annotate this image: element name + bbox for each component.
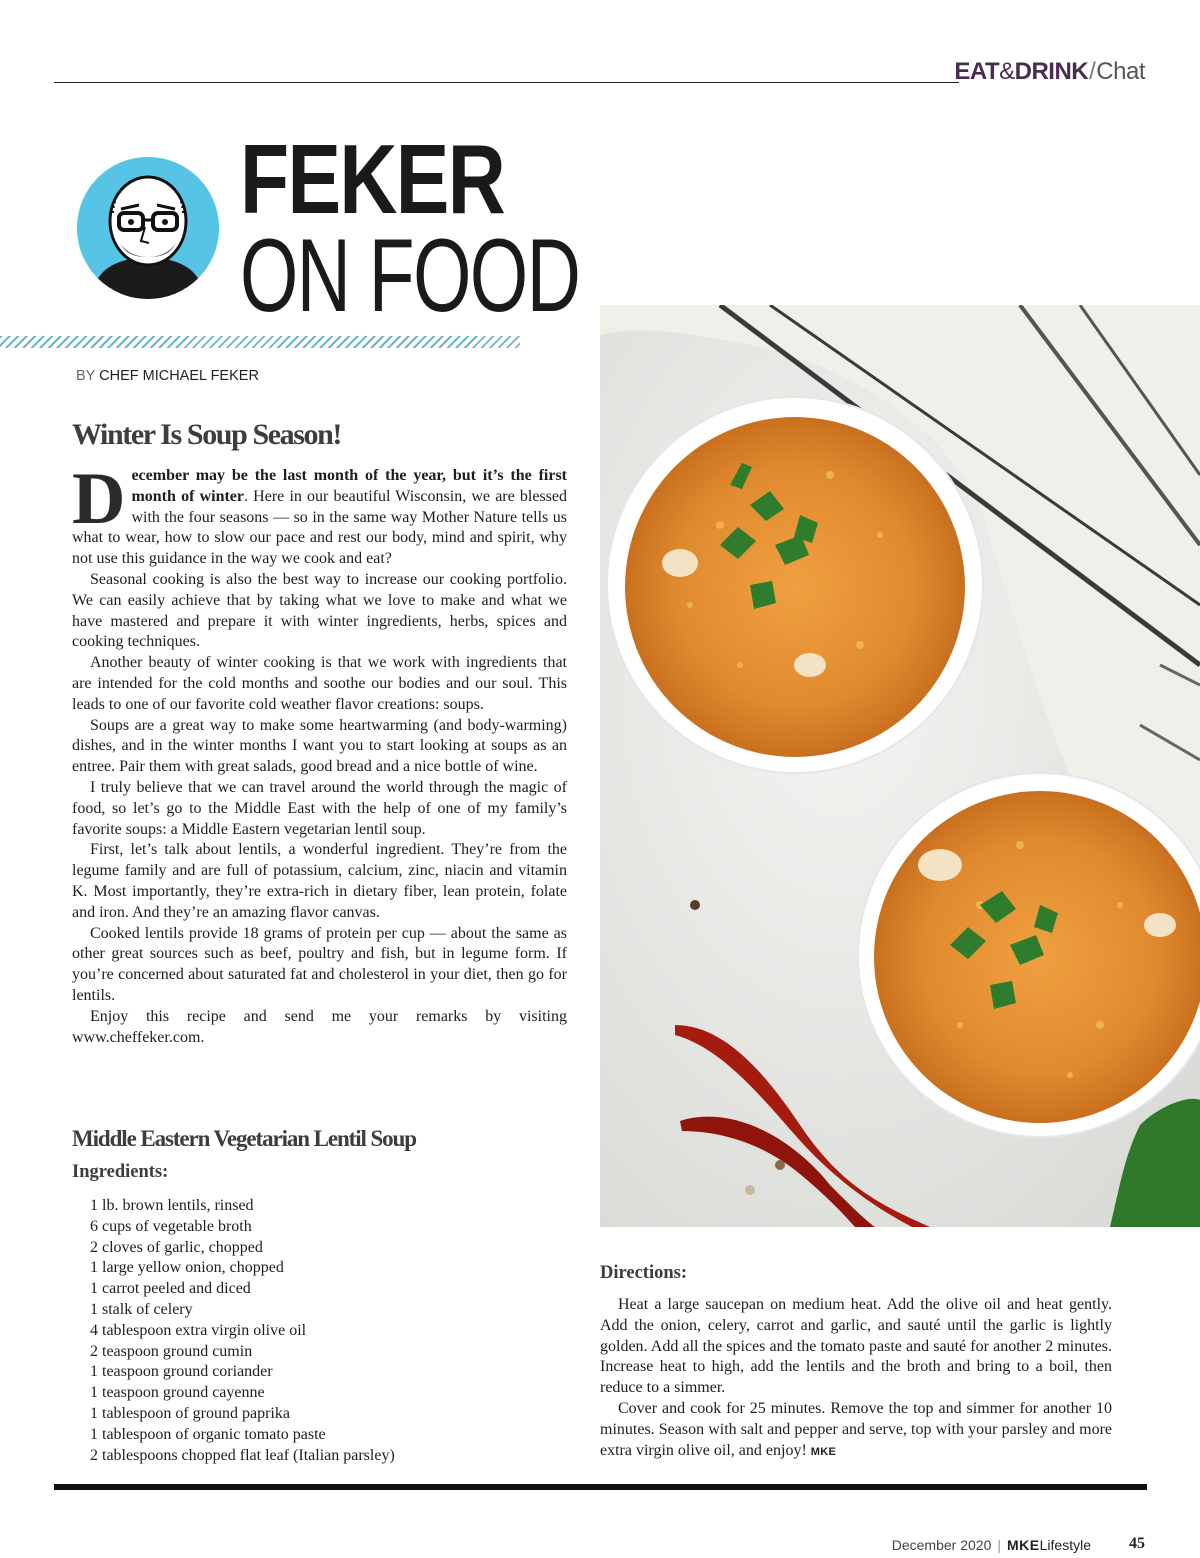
article-lead-paragraph: [72, 458, 567, 570]
article-paragraph: Seasonal cooking is also the best way to increase our cooking portfolio. We can easily achieve that by taking what we love to make and what we have mastered and prepare it with winter ingredients, herbs, spices and cooking techniques.: [72, 570, 567, 651]
byline: [76, 368, 259, 384]
article-paragraph: I truly believe that we can travel around the world through the magic of food, so let’s go to the Middle East with the help of one of my family’s favorite soups: a Middle Eastern vegetarian lentil soup.: [72, 778, 567, 838]
section-label-drink: DRINK: [1014, 58, 1089, 85]
article-headline: Winter Is Soup Season!: [72, 418, 342, 451]
recipe-title: Middle Eastern Vegetarian Lentil Soup: [72, 1126, 416, 1151]
ingredients-heading: Ingredients:: [72, 1162, 169, 1182]
ingredients-list: [90, 1196, 395, 1466]
footer-date: December 2020: [891, 1537, 992, 1553]
soup-bowls-illustration: [600, 305, 1200, 1227]
ingredient-item: 1 stalk of celery: [90, 1300, 193, 1318]
ingredient-item: 2 cloves of garlic, chopped: [90, 1238, 263, 1256]
article-body: [72, 458, 567, 1048]
directions-body: [600, 1295, 1112, 1462]
section-label-slash: /: [1089, 58, 1096, 85]
ingredient-item: 4 tablespoon extra virgin olive oil: [90, 1321, 307, 1339]
ingredient-item: 2 teaspoon ground cumin: [90, 1342, 253, 1360]
article-paragraph: Cooked lentils provide 18 grams of protein per cup — about the same as other great sources such as beef, poultry and fish, but in legume form. If you’re concerned about saturated fat and cholesterol in your diet, then go for lentils.: [72, 924, 567, 1004]
ingredient-item: 2 tablespoons chopped flat leaf (Italian parsley): [90, 1446, 395, 1464]
author-avatar-illustration: [77, 157, 219, 299]
lentil-soup-photo: [600, 305, 1200, 1227]
end-tag: MKE: [810, 1445, 837, 1458]
section-label-eat: EAT: [954, 58, 1000, 85]
header-rule: [54, 82, 959, 83]
article-paragraph: Enjoy this recipe and send me your remarks by visiting www.cheffeker.com.: [72, 1007, 567, 1046]
ingredient-item: 6 cups of vegetable broth: [90, 1217, 252, 1235]
page-footer: [892, 1537, 1129, 1553]
lead-bold-text: ecember may be the last month of the year, but it’s the first month of winter: [131, 467, 567, 505]
ingredient-item: 1 carrot peeled and diced: [90, 1280, 251, 1298]
directions-paragraph: [600, 1399, 1112, 1462]
author-portrait-icon: [77, 157, 219, 299]
hatched-divider: [0, 336, 520, 348]
byline-prefix: BY: [76, 368, 96, 384]
byline-author: CHEF MICHAEL FEKER: [99, 368, 259, 384]
section-label-ampersand: &: [999, 58, 1015, 85]
ingredient-item: 1 teaspoon ground cayenne: [90, 1384, 265, 1402]
ingredient-item: 1 tablespoon of organic tomato paste: [90, 1425, 326, 1443]
footer-rule: [54, 1484, 1147, 1490]
footer-brand-bold: MKE: [1007, 1537, 1040, 1553]
section-label: [954, 58, 1145, 86]
directions-heading: Directions:: [600, 1263, 687, 1283]
article-paragraph: First, let’s talk about lentils, a wonderful ingredient. They’re from the legume family and are full of potassium, calcium, zinc, niacin and vitamin K. Most importantly, they’re extra-rich in dietary fiber, lean protein, folate and iron. And they’re an amazing flavor canvas.: [72, 841, 567, 921]
page-title-line2: ON FOOD: [240, 218, 580, 334]
ingredient-item: 1 teaspoon ground coriander: [90, 1363, 273, 1381]
footer-separator: |: [997, 1537, 1002, 1553]
ingredient-item: 1 lb. brown lentils, rinsed: [90, 1197, 254, 1214]
ingredient-item: 1 tablespoon of ground paprika: [90, 1404, 290, 1422]
footer-brand: [1007, 1537, 1091, 1553]
page-number: 45: [1129, 1535, 1145, 1552]
section-label-sub: Chat: [1096, 58, 1145, 85]
page-title-line1: FEKER: [240, 124, 505, 234]
directions-paragraph: Heat a large saucepan on medium heat. Add the olive oil and heat gently. Add the onion, celery, carrot and garlic, and sauté until the garlic is lightly golden. Add all the spices and the tomato paste and sauté for another 2 minutes. Increase heat to high, add the lentils and the broth and bring to a boil, then reduce to a simmer.: [600, 1296, 1112, 1397]
directions-paragraph-text: Cover and cook for 25 minutes. Remove the top and simmer for another 10 minutes. Season with salt and pepper and serve, top with your parsley and more extra virgin olive oil, and enjoy!: [600, 1399, 1112, 1459]
article-paragraph: Another beauty of winter cooking is that we work with ingredients that are intended for the cold months and soothe our bodies and our soul. This leads to one of our favorite cold weather flavor creations: soups.: [72, 654, 567, 713]
ingredient-item: 1 large yellow onion, chopped: [90, 1259, 284, 1277]
footer-brand-rest: Lifestyle: [1039, 1537, 1091, 1553]
article-paragraph: Soups are a great way to make some heartwarming (and body-warming) dishes, and in the winter months I want you to start looking at soups as an entree. Pair them with great salads, good bread and a nice bottle of wine.: [72, 716, 567, 776]
drop-cap: D: [72, 458, 126, 540]
lead-text: . Here in our beautiful Wisconsin, we are blessed with the four seasons — so in the same way Mother Nature tells us what to wear, how to slow our pace and rest our body, mind and spirit, why not use this guidance in the way we cook and eat?: [72, 487, 567, 568]
